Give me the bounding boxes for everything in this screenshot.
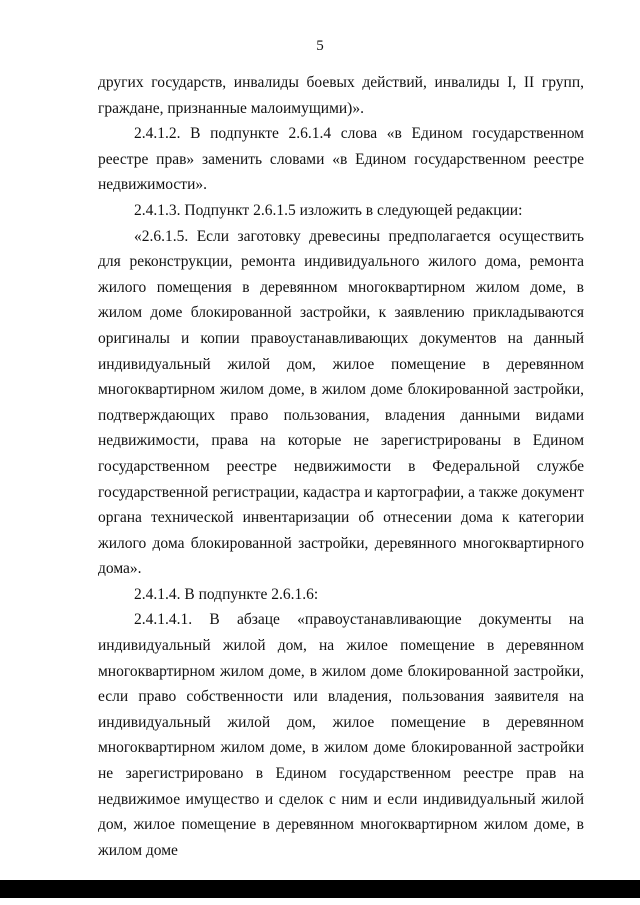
paragraph-2-4-1-4-1: 2.4.1.4.1. В абзаце «правоустанавливающие документы на индивидуальный жилой дом, на жилое помещение в деревянном многоквартирном жилом доме, в жилом доме блокированной застройки, если право собственности или владения, пользования заявителя на индивидуальный жилой дом, жилое помещение в деревянном многоквартирном жилом доме, в жилом доме блокированной застройки не зарегистрировано в Едином государственном реестре прав на недвижимое имущество и сделок с ним и если индивидуальный жилой дом, жилое помещение в деревянном многоквартирном жилом доме, в жилом доме <box>98 611 584 859</box>
page-number: 5 <box>316 38 324 54</box>
paragraph-continuation: других государств, инвалиды боевых действий, инвалиды I, II групп, граждане, признанные малоимущими)». <box>98 74 584 117</box>
paragraph-2-4-1-2: 2.4.1.2. В подпункте 2.6.1.4 слова «в Едином государственном реестре прав» заменить словами «в Едином государственном реестре недвижимости». <box>98 125 584 194</box>
paragraph-2-4-1-3: 2.4.1.3. Подпункт 2.6.1.5 изложить в следующей редакции: <box>134 201 523 219</box>
scan-bottom-band <box>0 880 640 898</box>
paragraph-2-6-1-5-quote: «2.6.1.5. Если заготовку древесины предполагается осуществить для реконструкции, ремонта индивидуального жилого дома, ремонта жилого помещения в деревянном многоквартирном жилом доме, в жилом доме блокированной застройки, к заявлению прикладываются оригиналы и копии правоустанавливающих документов на данный индивидуальный жилой дом, жилое помещение в деревянном многоквартирном жилом доме, в жилом доме блокированной застройки, подтверждающих право пользования, владения данными видами недвижимости, права на которые не зарегистрированы в Едином государственном реестре недвижимости в Федеральной службе государственной регистрации, кадастра и картографии, а также документ органа технической инвентаризации об отнесении дома к категории жилого дома блокированной застройки, деревянного многоквартирного дома». <box>98 227 584 578</box>
document-body <box>98 70 584 863</box>
paragraph-2-4-1-4: 2.4.1.4. В подпункте 2.6.1.6: <box>134 585 319 603</box>
